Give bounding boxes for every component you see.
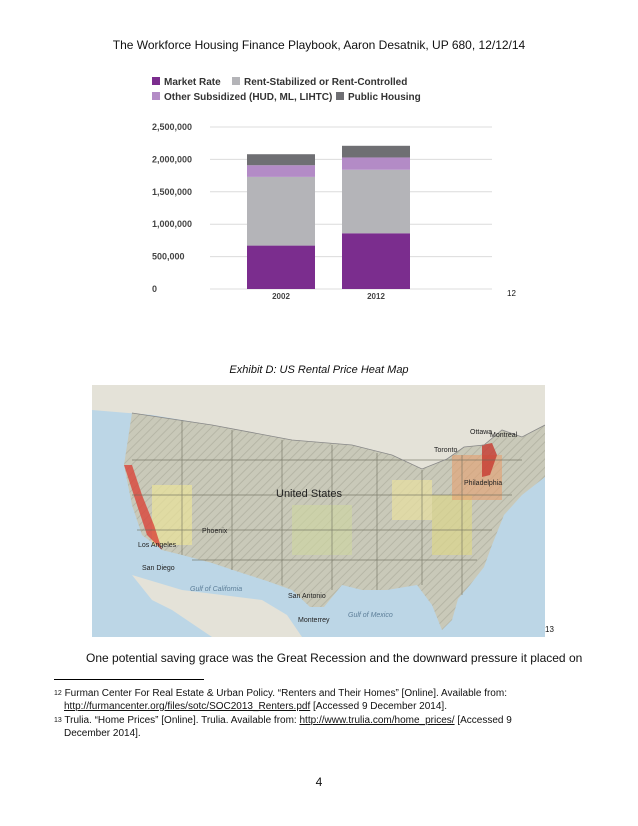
y-tick-label: 500,000 (152, 251, 185, 262)
map-place-label: Phoenix (202, 528, 228, 535)
bar-segment (247, 246, 315, 289)
map-canvas (92, 385, 545, 637)
map-place-label: San Antonio (288, 593, 326, 600)
y-tick-label: 2,000,000 (152, 154, 193, 165)
map-footnote-mark: 13 (545, 625, 554, 634)
footnote-rule (54, 679, 204, 680)
exhibit-title: Exhibit D: US Rental Price Heat Map (229, 364, 409, 376)
map-place-label: Toronto (434, 447, 458, 454)
page-header: The Workforce Housing Finance Playbook, Aaron Desatnik, UP 680, 12/12/14 (112, 38, 526, 52)
bar-segment (342, 233, 410, 289)
x-tick-label: 2002 (272, 292, 290, 301)
map-place-label: Gulf of Mexico (348, 612, 393, 619)
map-place-label: Los Angeles (138, 542, 177, 549)
heat-region (392, 480, 432, 520)
map-place-label: Philadelphia (464, 480, 503, 487)
legend-swatch (232, 77, 240, 85)
chart-canvas (140, 70, 500, 305)
bar-segment (342, 157, 410, 169)
legend-label: Rent-Stabilized or Rent-Controlled (244, 77, 408, 88)
footnote-13-link[interactable]: http://www.trulia.com/home_prices/ (299, 715, 455, 726)
heat-region (152, 485, 192, 545)
map-place-label: United States (276, 488, 343, 500)
page-number: 4 (315, 775, 323, 789)
map-place-label: Ottawa (470, 429, 493, 436)
legend-label: Other Subsidized (HUD, ML, LIHTC) (164, 92, 333, 103)
map-place-label: Gulf of California (190, 586, 243, 593)
footnotes (54, 687, 554, 741)
footnote-12-link[interactable]: http://furmancenter.org/files/sotc/SOC2013_Renters.pdf (64, 701, 311, 712)
legend-label: Market Rate (164, 77, 221, 88)
body-paragraph: One potential saving grace was the Great Recession and the downward pressure it placed on (86, 651, 583, 665)
legend-swatch (336, 92, 344, 100)
y-tick-label: 1,000,000 (152, 219, 193, 230)
legend-swatch (152, 77, 160, 85)
y-tick-label: 1,500,000 (152, 186, 193, 197)
footnote-12: $^{12}$ Furman Center For Real Estate & Urban Policy. “Renters and Their Homes” [Online]. Available from: http://furmancenter.org/files/sotc/SOC2013_Renters.pdf [Accessed 9 December 2014]. (54, 688, 507, 712)
legend-label: Public Housing (348, 92, 421, 103)
rental-heat-map (92, 385, 545, 637)
chart-footnote-mark: 12 (507, 289, 516, 298)
y-tick-label: 2,500,000 (152, 122, 193, 132)
bar-segment (247, 177, 315, 246)
bar-segment (247, 154, 315, 165)
map-place-label: Monterrey (298, 617, 330, 624)
heat-region (432, 495, 472, 555)
map-place-label: San Diego (142, 565, 175, 572)
rental-stock-chart (140, 70, 500, 305)
bar-segment (342, 146, 410, 158)
footnote-13: $^{13}$ Trulia. “Home Prices” [Online]. Trulia. Available from: http://www.trulia.com/home_prices/ [Accessed 9 December 2014]. (54, 715, 512, 739)
bar-segment (342, 170, 410, 234)
bar-segment (247, 165, 315, 177)
x-tick-label: 2012 (367, 292, 385, 301)
map-place-label: Montreal (490, 432, 518, 439)
y-tick-label: 0 (152, 284, 158, 294)
legend-swatch (152, 92, 160, 100)
